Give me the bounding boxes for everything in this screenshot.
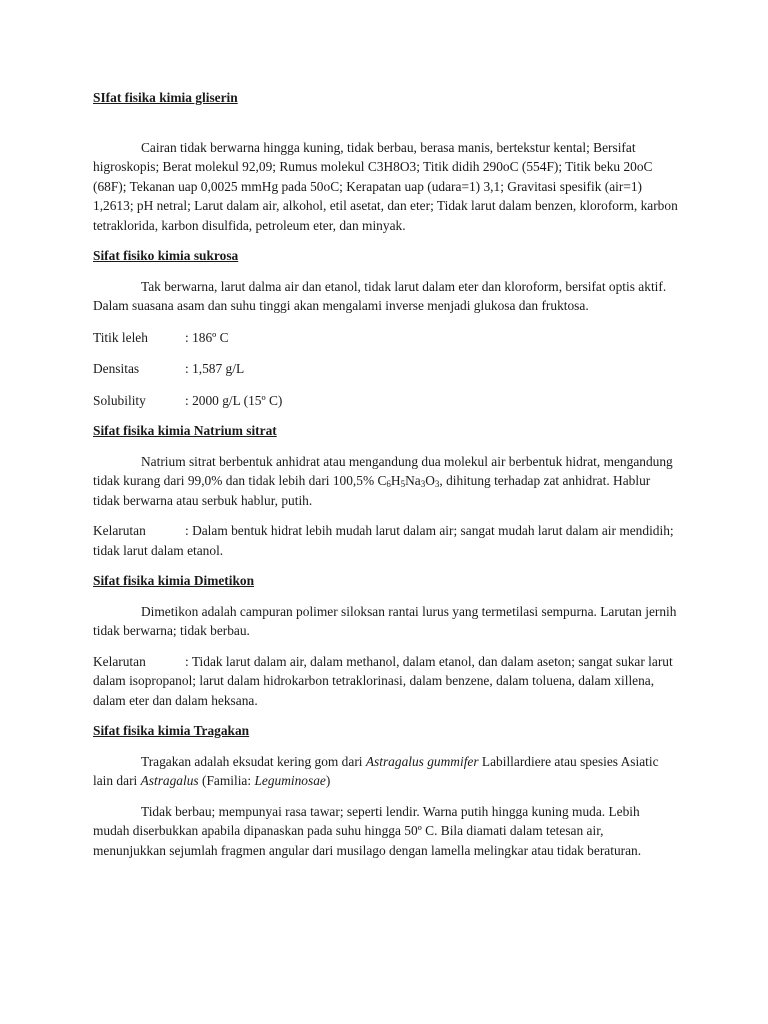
paragraph-gliserin: Cairan tidak berwarna hingga kuning, tidak berbau, berasa manis, bertekstur kental; Bersifat higroskopis; Berat molekul 92,09; Rumus molekul C3H8O3; Titik didih 290oC (554F); Titik beku 20oC (68F); Tekanan uap 0,0025 mmHg pada 50oC; Kerapatan uap (udara=1) 3,1; Gravitasi spesifik (air=1) 1,2613; pH netral; Larut dalam air, alkohol, etil asetat, dan eter; Tidak larut dalam benzen, kloroform, karbon tetraklorida, karbon disulfida, petroleum eter, dan minyak. xyxy=(93,139,678,233)
heading-dimetikon: Sifat fisika kimia Dimetikon xyxy=(93,573,255,588)
kelarutan-natrium-sitrat xyxy=(93,521,678,560)
property-value: : Tidak larut dalam air, dalam methanol, dalam etanol, dan dalam aseton; sangat sukar larut dalam isopropanol; larut dalam hidrokarbon tetraklorinasi, dalam benzene, dalam toluena, dalam xillena, dalam eter dan dalam heksana. xyxy=(93,653,673,708)
property-label: Densitas xyxy=(93,361,140,376)
heading-natrium-sitrat: Sifat fisika kimia Natrium sitrat xyxy=(93,423,277,438)
paragraph-tragakan-description: Tidak berbau; mempunyai rasa tawar; seperti lendir. Warna putih hingga kuning muda. Lebih mudah diserbukkan apabila dipanaskan pada suhu hingga 50º C. Bila diamati dalam tetesan air, menunjukkan sejumlah fragmen angular dari musilago dengan lamella melingkar atau tidak beraturan. xyxy=(93,803,642,858)
paragraph-sukrosa: Tak berwarna, larut dalma air dan etanol, tidak larut dalam eter dan kloroform, bersifat optis aktif. Dalam suasana asam dan suhu tinggi akan mengalami inverse menjadi glukosa dan fruktosa. xyxy=(93,278,667,313)
genus-name: Astragalus xyxy=(140,773,199,788)
formula-subscript: 6 xyxy=(386,479,391,489)
heading-gliserin: SIfat fisika kimia gliserin xyxy=(93,90,238,105)
property-row-densitas xyxy=(93,359,678,379)
formula-subscript: 3 xyxy=(420,479,426,489)
formula-subscript: 3 xyxy=(434,479,440,489)
formula-subscript: 5 xyxy=(400,479,406,489)
chemical-formula xyxy=(377,473,439,488)
formula-element: C xyxy=(377,473,387,488)
formula-element: H xyxy=(390,473,401,488)
paragraph-text: Tragakan adalah eksudat kering gom dari xyxy=(141,753,366,769)
heading-sukrosa: Sifat fisiko kimia sukrosa xyxy=(93,248,239,263)
paragraph-natrium-sitrat xyxy=(93,452,678,511)
property-label: Solubility xyxy=(93,392,146,408)
property-label: Kelarutan xyxy=(93,523,146,538)
property-value: : Dalam bentuk hidrat lebih mudah larut dalam air; sangat mudah larut dalam air mendidih; tidak larut dalam etanol. xyxy=(93,523,674,558)
paragraph-text: (Familia: xyxy=(198,773,255,788)
document-page xyxy=(93,88,678,860)
formula-element: O xyxy=(425,473,435,488)
property-row-solubility xyxy=(93,391,678,411)
formula-element: Na xyxy=(405,473,421,488)
paragraph-dimetikon: Dimetikon adalah campuran polimer siloksan rantai lurus yang termetilasi sempurna. Larutan jernih tidak berwarna; tidak berbau. xyxy=(93,603,677,638)
species-name: Astragalus gummifer xyxy=(365,753,479,769)
property-label: Kelarutan xyxy=(93,653,146,669)
kelarutan-dimetikon xyxy=(93,652,678,711)
paragraph-text: , dihitung terhadap zat anhidrat. Hablur tidak berwarna atau serbuk hablur, putih. xyxy=(93,473,651,508)
property-label: Titik leleh xyxy=(93,329,148,345)
property-value: : 186º C xyxy=(185,329,229,345)
family-name: Leguminosae xyxy=(254,773,326,788)
paragraph-text: Labillardiere atau spesies Asiatic lain dari xyxy=(93,753,659,788)
paragraph-tragakan-definition xyxy=(93,752,678,791)
paragraph-text: Natrium sitrat berbentuk anhidrat atau mengandung dua molekul air berbentuk hidrat, mengandung tidak kurang dari 99,0% dan tidak lebih dari 100,5% xyxy=(93,453,673,488)
paragraph-text: ) xyxy=(325,773,331,788)
heading-tragakan: Sifat fisika kimia Tragakan xyxy=(93,723,250,738)
property-value: : 2000 g/L (15º C) xyxy=(185,392,283,408)
property-value: : 1,587 g/L xyxy=(185,361,245,376)
property-row-titik-leleh xyxy=(93,328,678,348)
